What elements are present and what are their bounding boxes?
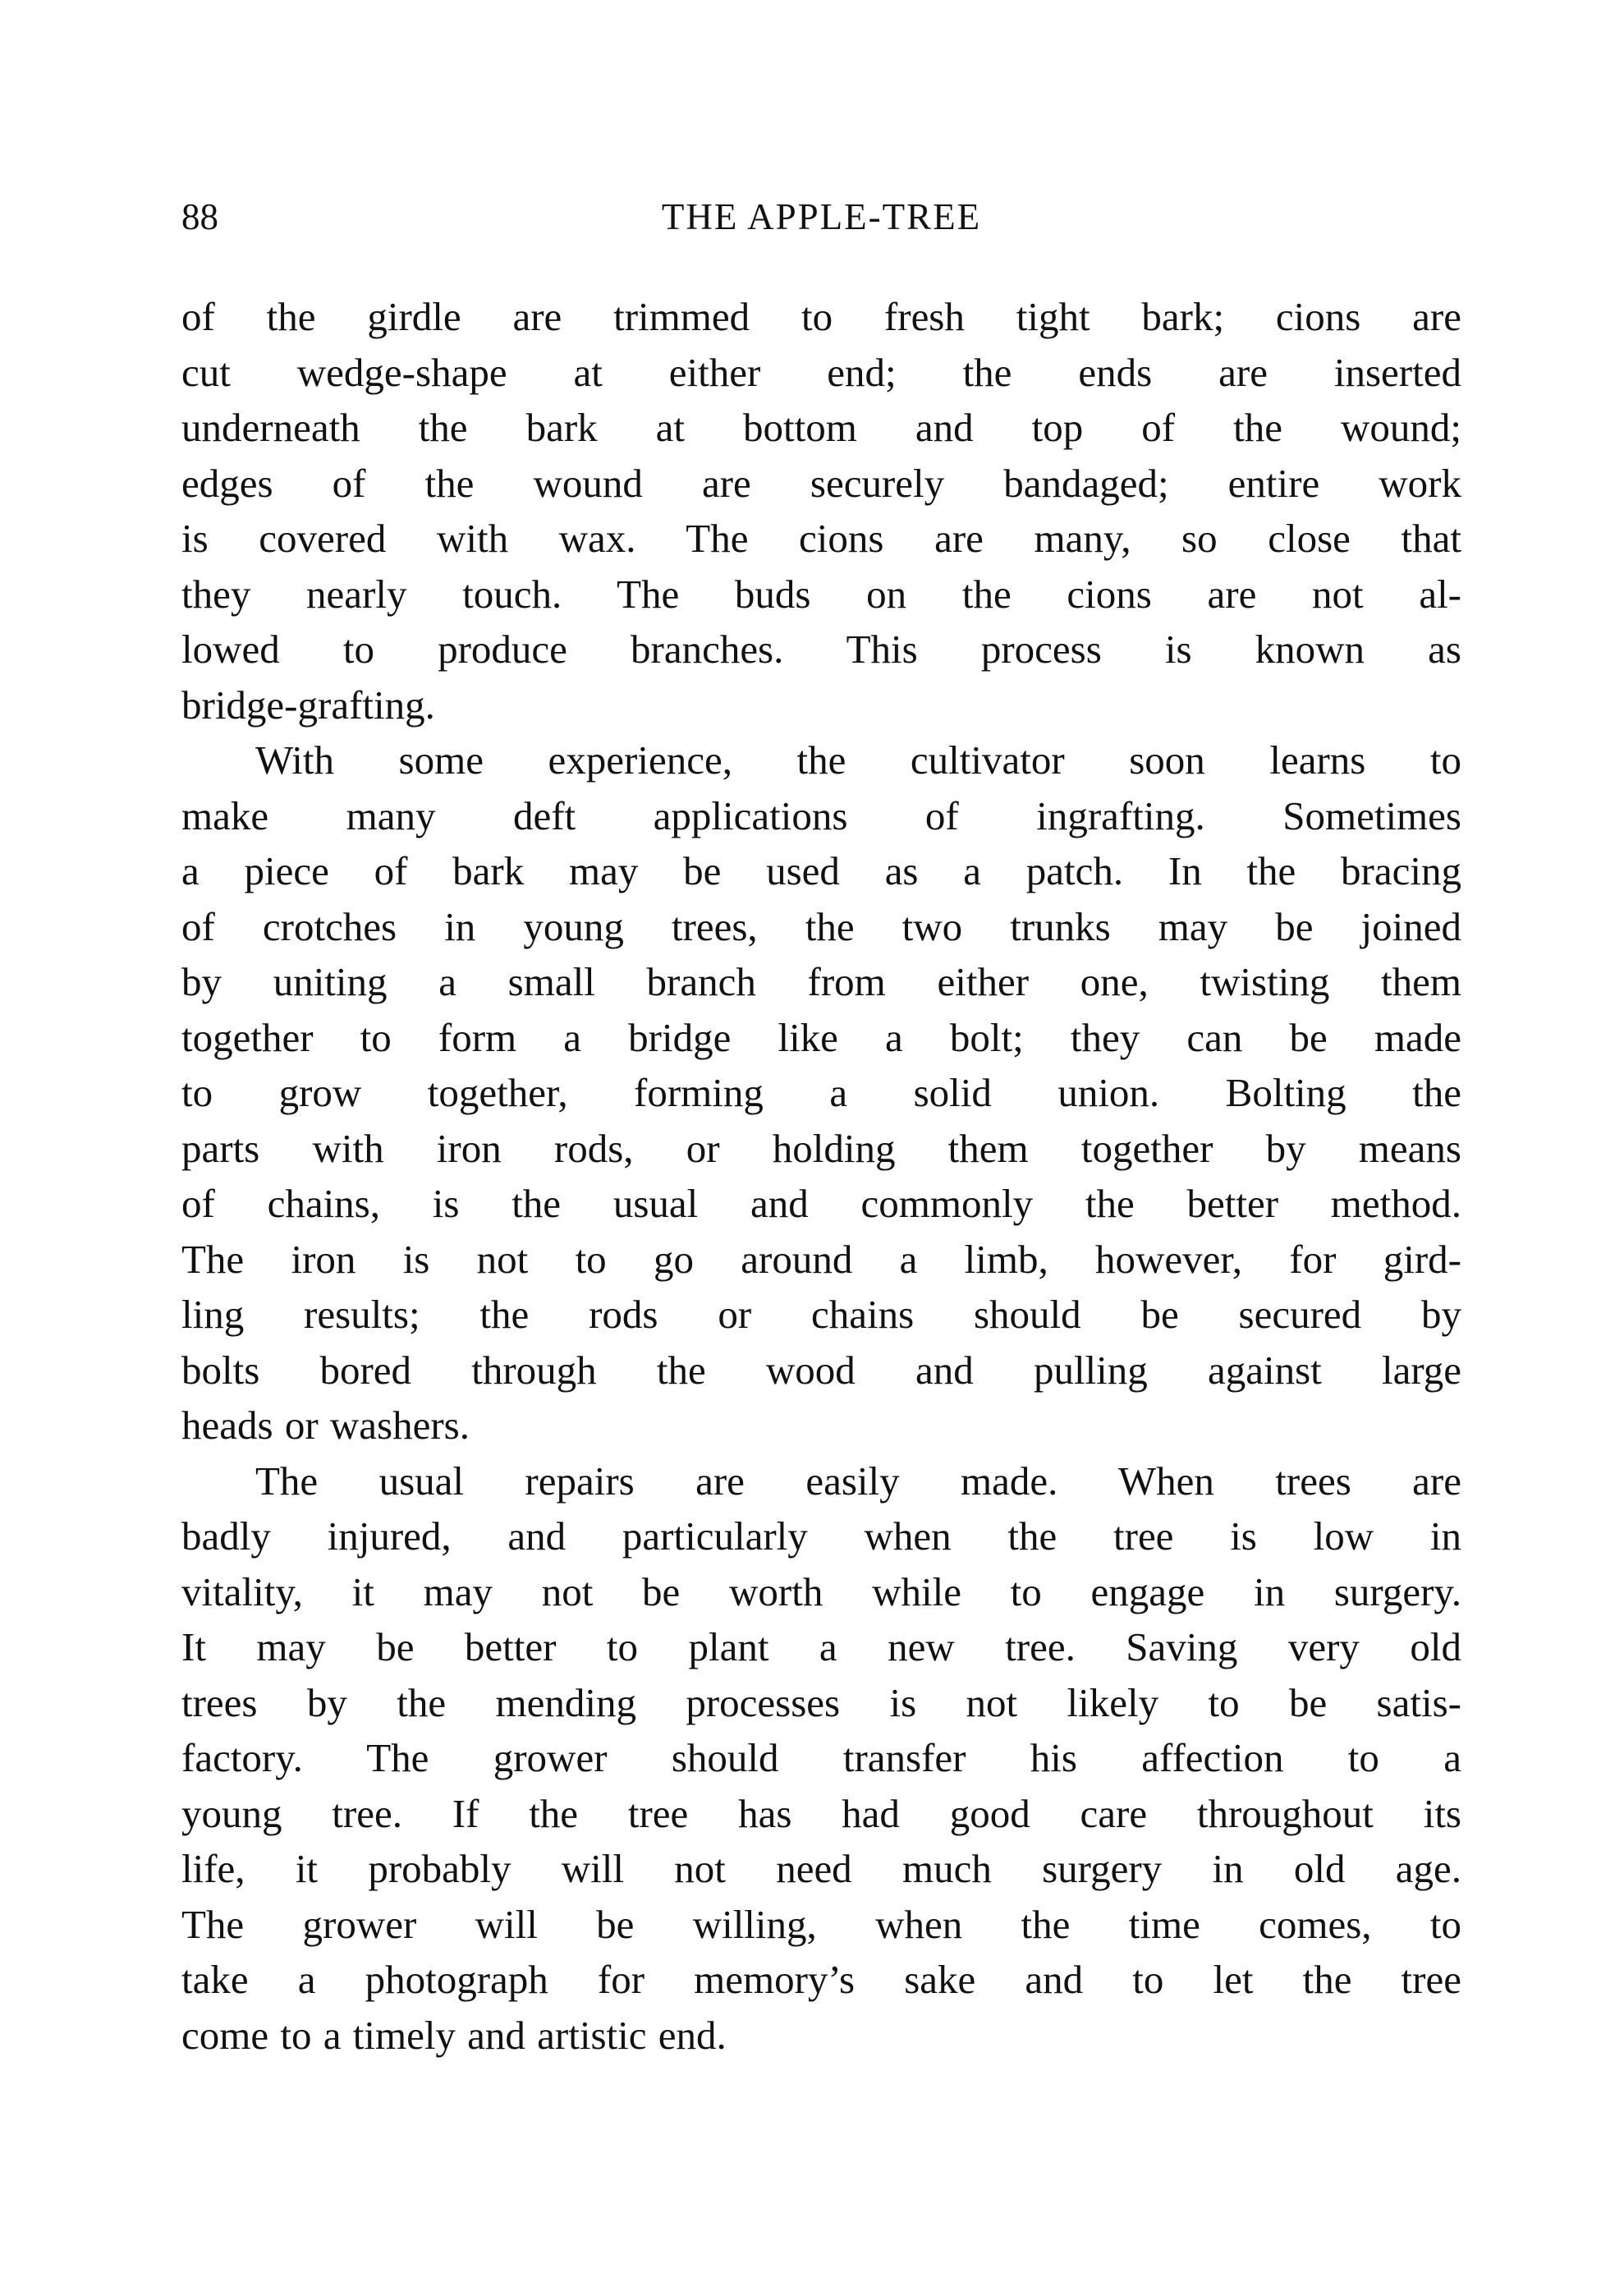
text-line: lowed to produce branches. This process is known as [181, 627, 1461, 672]
text-line: The usual repairs are easily made. When trees are [255, 1458, 1461, 1504]
text-line: underneath the bark at bottom and top of the wound; [181, 405, 1461, 450]
text-line: of crotches in young trees, the two trunks may be joined [181, 903, 1461, 949]
text-line: bolts bored through the wood and pulling against large [181, 1347, 1461, 1393]
text-line: vitality, it may not be worth while to engage in surgery. [181, 1568, 1461, 1614]
text-line: life, it probably will not need much surgery in old age. [181, 1846, 1461, 1891]
text-line: make many deft applications of ingrafting. Sometimes [181, 792, 1461, 838]
paragraph [181, 1453, 1461, 2064]
text-line: ling results; the rods or chains should be secured by [181, 1292, 1461, 1337]
paragraph [181, 732, 1461, 1453]
text-line: together to form a bridge like a bolt; they can be made [181, 1014, 1461, 1060]
text-line: The iron is not to go around a limb, however, for gird- [181, 1236, 1461, 1282]
page-header [181, 195, 1461, 245]
paragraph [181, 289, 1461, 732]
text-line: badly injured, and particularly when the tree is low in [181, 1513, 1461, 1559]
running-title: THE APPLE-TREE [661, 196, 982, 237]
text-line: to grow together, forming a solid union. Bolting the [181, 1070, 1461, 1115]
page-number: 88 [181, 196, 218, 237]
text-line: bridge-grafting. [181, 682, 435, 728]
text-line: parts with iron rods, or holding them together by means [181, 1125, 1461, 1171]
text-line: trees by the mending processes is not likely to be satis- [181, 1679, 1461, 1725]
text-line: they nearly touch. The buds on the cions are not al- [181, 571, 1461, 617]
text-line: The grower will be willing, when the time comes, to [181, 1901, 1461, 1947]
text-line: is covered with wax. The cions are many, so close that [181, 516, 1461, 561]
text-line: take a photograph for memory’s sake and to let the tree [181, 1957, 1461, 2002]
text-line: young tree. If the tree has had good care throughout its [181, 1790, 1461, 1836]
text-line: factory. The grower should transfer his affection to a [181, 1735, 1461, 1780]
body-text [181, 289, 1461, 2063]
text-line: come to a timely and artistic end. [181, 2012, 727, 2058]
text-line: heads or washers. [181, 1403, 470, 1448]
text-line: by uniting a small branch from either one, twisting them [181, 959, 1461, 1004]
text-line: It may be better to plant a new tree. Saving very old [181, 1624, 1461, 1669]
text-line: of chains, is the usual and commonly the better method. [181, 1181, 1461, 1226]
text-line: With some experience, the cultivator soon learns to [255, 737, 1461, 783]
text-line: a piece of bark may be used as a patch. In the bracing [181, 848, 1461, 893]
text-line: cut wedge-shape at either end; the ends are inserted [181, 349, 1461, 395]
text-line: edges of the wound are securely bandaged; entire work [181, 460, 1461, 506]
text-line: of the girdle are trimmed to fresh tight bark; cions are [181, 294, 1461, 339]
